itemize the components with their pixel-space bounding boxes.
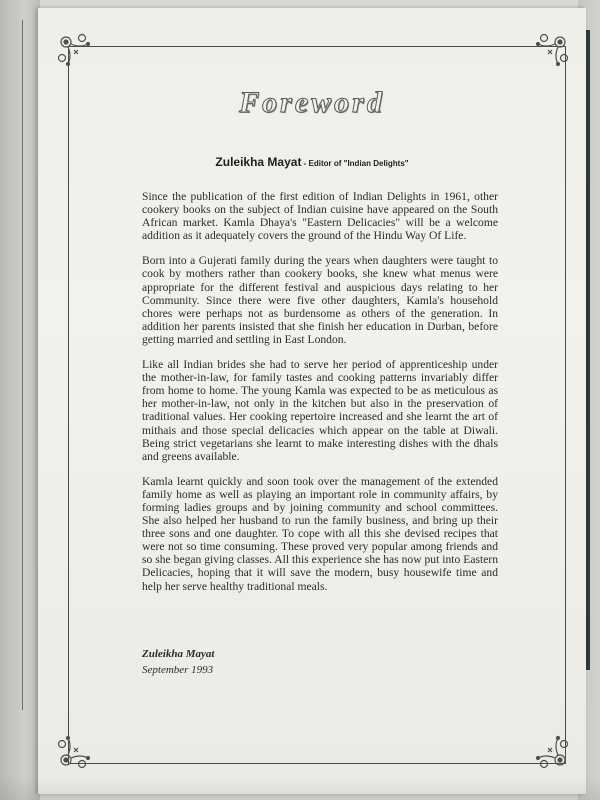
table-shadow (0, 776, 600, 800)
book-page (38, 8, 586, 794)
paragraph: Since the publication of the first edition of Indian Delights in 1961, other cookery books on the subject of Indian cuisine have appeared on the South African market. Kamla Dhaya's "Eastern Delicacies" will be a welcome addition as it adequately covers the ground of the Hindu Way Of Life. (142, 190, 498, 243)
signature-name: Zuleikha Mayat (142, 648, 215, 660)
page-title: Foreword (239, 86, 385, 119)
byline (38, 153, 586, 171)
author-name: Zuleikha Mayat (215, 155, 302, 169)
signature-block (142, 648, 214, 676)
author-role: - Editor of "Indian Delights" (301, 159, 409, 168)
floral-corner-icon (530, 730, 572, 772)
paragraph: Kamla learnt quickly and soon took over the management of the extended family home as well as playing an important role in community affairs, by forming ladies groups and by joining community and school committees. She also helped her husband to run the family business, and bring up their three sons and one daughter. To cope with all this she devised recipes that were not so time consuming. These proved very popular among friends and so she began giving classes. All this experience she has now put into Eastern Delicacies, hoping that it will save the modern, busy housewife time and help her serve healthy traditional meals. (142, 474, 498, 593)
signature-date: September 1993 (142, 664, 214, 676)
foreword-body (142, 190, 498, 605)
floral-corner-icon (54, 730, 96, 772)
left-page-border (4, 20, 23, 710)
left-facing-page (0, 0, 40, 800)
floral-corner-icon (530, 30, 572, 72)
paragraph: Born into a Gujerati family during the years when daughters were taught to cook by mothers rather than cookery books, she knew what menus were appropriate for the different festival and auspicious days relating to her Community. Since there were five other daughters, Kamla's household chores were perhaps not as burdensome as others of the generation. In addition her parents insisted that she finish her education in Durban, before getting married and settling in East London. (142, 254, 498, 346)
paragraph: Like all Indian brides she had to serve her period of apprenticeship under the mother-in-law, for family tastes and cooking patterns invariably differ from home to home. The young Kamla was expected to be as meticulous as her mother-in-law, not only in the kitchen but also in the preservation of traditional values. Her cooking repertoire increased and she learnt the art of mithais and those special delicacies which appear on the table at Diwali. Being strict vegetarians she learnt to make interesting dishes with the dhals and greens available. (142, 358, 498, 463)
floral-corner-icon (54, 30, 96, 72)
